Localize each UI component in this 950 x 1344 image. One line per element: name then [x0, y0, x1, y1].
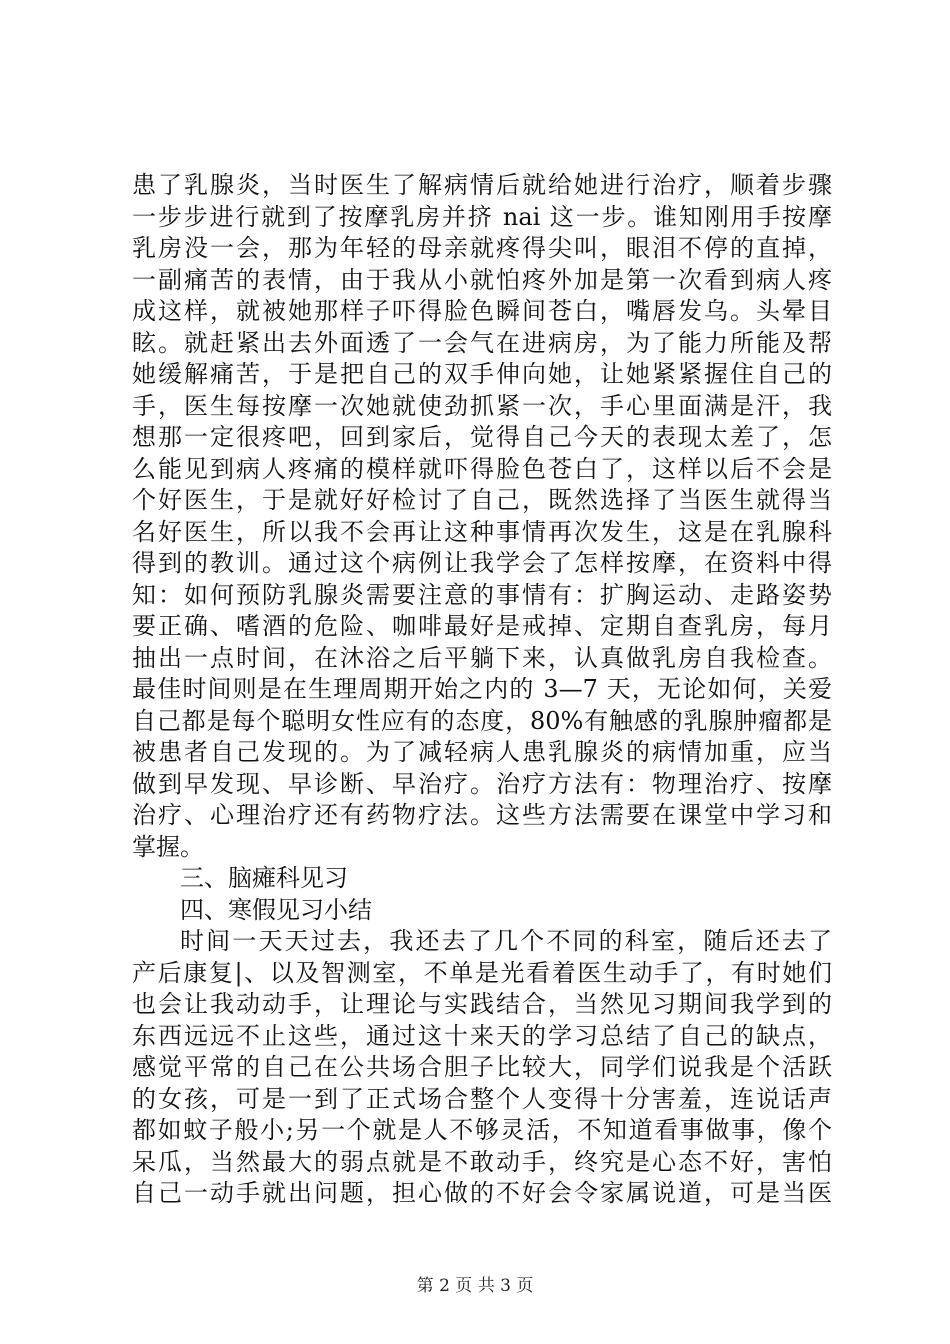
text-line: 做到早发现、早诊断、早治疗。治疗方法有：物理治疗、按摩	[132, 769, 832, 798]
text-line: 掌握。	[132, 832, 204, 861]
text-line: 么能见到病人疼痛的模样就吓得脸色苍白了，这样以后不会是	[132, 454, 832, 483]
text-line: 个好医生，于是就好好检讨了自己，既然选择了当医生就得当	[132, 486, 832, 514]
text-line: 想那一定很疼吧，回到家后，觉得自己今天的表现太差了，怎	[132, 423, 832, 451]
text-line: 眩。就赶紧出去外面透了一会气在进病房，为了能力所能及帮	[132, 328, 832, 357]
text-line: 感觉平常的自己在公共场合胆子比较大，同学们说我是个活跃	[132, 1053, 832, 1081]
text-line: 乳房没一会，那为年轻的母亲就疼得尖叫，眼泪不停的直掉，	[132, 234, 832, 262]
text-line: 最佳时间则是在生理周期开始之内的 3—7 天，无论如何，关爱	[132, 675, 832, 703]
text-line: 要正确、嗜酒的危险、咖啡最好是戒掉、定期自查乳房，每月	[132, 612, 832, 640]
text-line: 得到的教训。通过这个病例让我学会了怎样按摩，在资料中得	[132, 549, 832, 577]
text-line: 她缓解痛苦，于是把自己的双手伸向她，让她紧紧握住自己的	[132, 360, 832, 388]
page-number-footer: 第 2 页 共 3 页	[416, 1276, 534, 1296]
text-line: 抽出一点时间，在沐浴之后平躺下来，认真做乳房自我检查。	[132, 643, 832, 672]
text-line: 时间一天天过去，我还去了几个不同的科室，随后还去了	[180, 927, 832, 955]
text-line: 名好医生，所以我不会再让这种事情再次发生，这是在乳腺科	[132, 517, 832, 546]
text-line: 手，医生每按摩一次她就使劲抓紧一次，手心里面满是汗，我	[132, 391, 832, 420]
text-line: 患了乳腺炎，当时医生了解病情后就给她进行治疗，顺着步骤	[132, 171, 832, 199]
text-line: 知：如何预防乳腺炎需要注意的事情有：扩胸运动、走路姿势	[132, 580, 832, 609]
text-line: 一步步进行就到了按摩乳房并挤 nai 这一步。谁知刚用手按摩	[132, 202, 832, 231]
text-line: 成这样，就被她那样子吓得脸色瞬间苍白，嘴唇发乌。头晕目	[132, 297, 832, 325]
text-line: 的女孩，可是一到了正式场合整个人变得十分害羞，连说话声	[132, 1084, 832, 1113]
section-heading: 四、寒假见习小结	[180, 895, 372, 924]
text-line: 一副痛苦的表情，由于我从小就怕疼外加是第一次看到病人疼	[132, 265, 832, 294]
text-line: 产后康复|、以及智测室，不单是光看着医生动手了，有时她们	[132, 958, 832, 987]
section-heading: 三、脑瘫科见习	[180, 864, 348, 892]
text-line: 也会让我动动手，让理论与实践结合，当然见习期间我学到的	[132, 990, 832, 1018]
body-text	[132, 170, 832, 1210]
text-line: 治疗、心理治疗还有药物疗法。这些方法需要在课堂中学习和	[132, 801, 832, 829]
text-line: 自己都是每个聪明女性应有的态度，80%有触感的乳腺肿瘤都是	[132, 706, 832, 735]
text-line: 都如蚊子般小;另一个就是人不够灵活，不知道看事做事，像个	[132, 1116, 832, 1144]
text-line: 东西远远不止这些，通过这十来天的学习总结了自己的缺点，	[132, 1021, 832, 1050]
text-line: 自己一动手就出问题，担心做的不好会令家属说道，可是当医	[132, 1179, 832, 1207]
text-line: 被患者自己发现的。为了减轻病人患乳腺炎的病情加重，应当	[132, 738, 832, 766]
text-line: 呆瓜，当然最大的弱点就是不敢动手，终究是心态不好，害怕	[132, 1147, 832, 1176]
